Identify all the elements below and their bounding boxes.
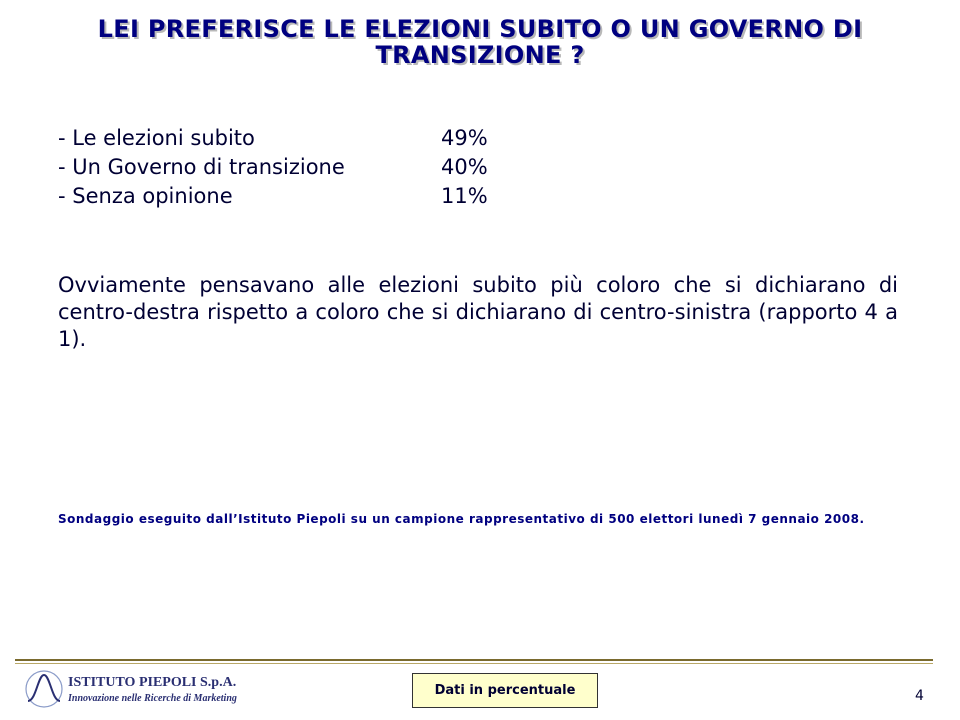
footer-divider-thin [15,663,933,664]
commentary-paragraph: Ovviamente pensavano alle elezioni subito più coloro che si dichiarano di centro-destra rispetto a coloro che si dichiarano di centro-sinistra (rapporto 4 a 1). [58,273,898,351]
page-number: 4 [915,688,924,704]
results-list [58,124,518,211]
survey-note: Sondaggio eseguito dall’Istituto Piepoli su un campione rappresentativo di 500 elettori lunedì 7 gennaio 2008. [58,512,865,526]
footer-divider [15,659,933,661]
result-value: 49% [441,126,488,150]
data-unit-badge: Dati in percentuale [412,673,598,708]
bell-curve-logo-icon [24,667,66,711]
result-row [58,124,518,153]
result-label: - Le elezioni subito [58,126,255,150]
logo-name: ISTITUTO PIEPOLI S.p.A. [68,675,237,690]
result-label: - Senza opinione [58,184,233,208]
logo-tagline: Innovazione nelle Ricerche di Marketing [68,693,237,704]
company-logo [24,667,264,711]
result-row [58,182,518,211]
result-value: 11% [441,184,488,208]
result-label: - Un Governo di transizione [58,155,345,179]
page-title: LEI PREFERISCE LE ELEZIONI SUBITO O UN GOVERNO DI TRANSIZIONE ? [97,15,863,69]
result-value: 40% [441,155,488,179]
result-row [58,153,518,182]
